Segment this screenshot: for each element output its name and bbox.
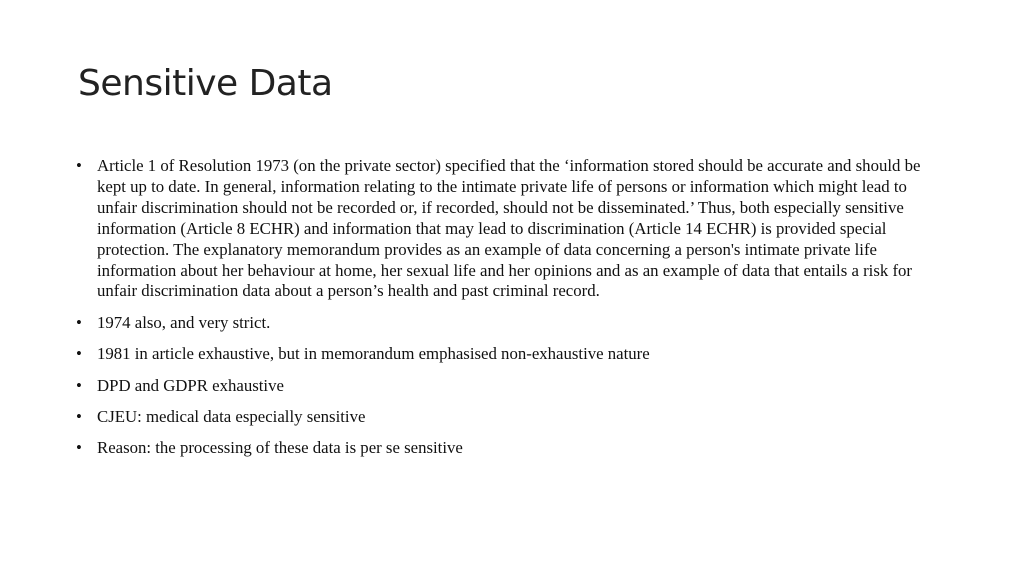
bullet-text: CJEU: medical data especially sensitive xyxy=(97,407,366,427)
bullet-text: DPD and GDPR exhaustive xyxy=(97,375,284,395)
bullet-text: 1974 also, and very strict. xyxy=(97,312,271,332)
bullet-dot-icon: • xyxy=(76,344,82,364)
bullet-dot-icon: • xyxy=(76,312,82,332)
bullet-dot-icon: • xyxy=(76,438,82,458)
bullet-item xyxy=(76,407,946,428)
bullet-list xyxy=(76,156,946,470)
bullet-item xyxy=(76,438,946,459)
bullet-item xyxy=(76,313,946,334)
slide-title: Sensitive Data xyxy=(78,63,333,104)
bullet-dot-icon: • xyxy=(76,407,82,427)
bullet-text: Article 1 of Resolution 1973 (on the private sector) specified that the ‘information stored should be accurate and should be kept up to date. In general, information relating to the intimate private life of persons or information which might lead to unfair discrimination should not be recorded or, if recorded, should not be disseminated.’ Thus, both especially sensitive information (Article 8 ECHR) and information that may lead to discrimination (Article 14 ECHR) is provided special protection. The explanatory memorandum provides as an example of data concerning a person's intimate private life information about her behaviour at home, her sexual life and her opinions and as an example of data that entails a risk for unfair discrimination data about a person’s health and past criminal record. xyxy=(97,156,921,301)
bullet-dot-icon: • xyxy=(76,156,82,175)
bullet-dot-icon: • xyxy=(76,375,82,395)
bullet-item xyxy=(76,376,946,397)
bullet-item xyxy=(76,344,946,365)
bullet-text: Reason: the processing of these data is per se sensitive xyxy=(97,438,463,458)
bullet-text: 1981 in article exhaustive, but in memorandum emphasised non-exhaustive nature xyxy=(97,344,650,364)
bullet-item xyxy=(76,156,946,302)
